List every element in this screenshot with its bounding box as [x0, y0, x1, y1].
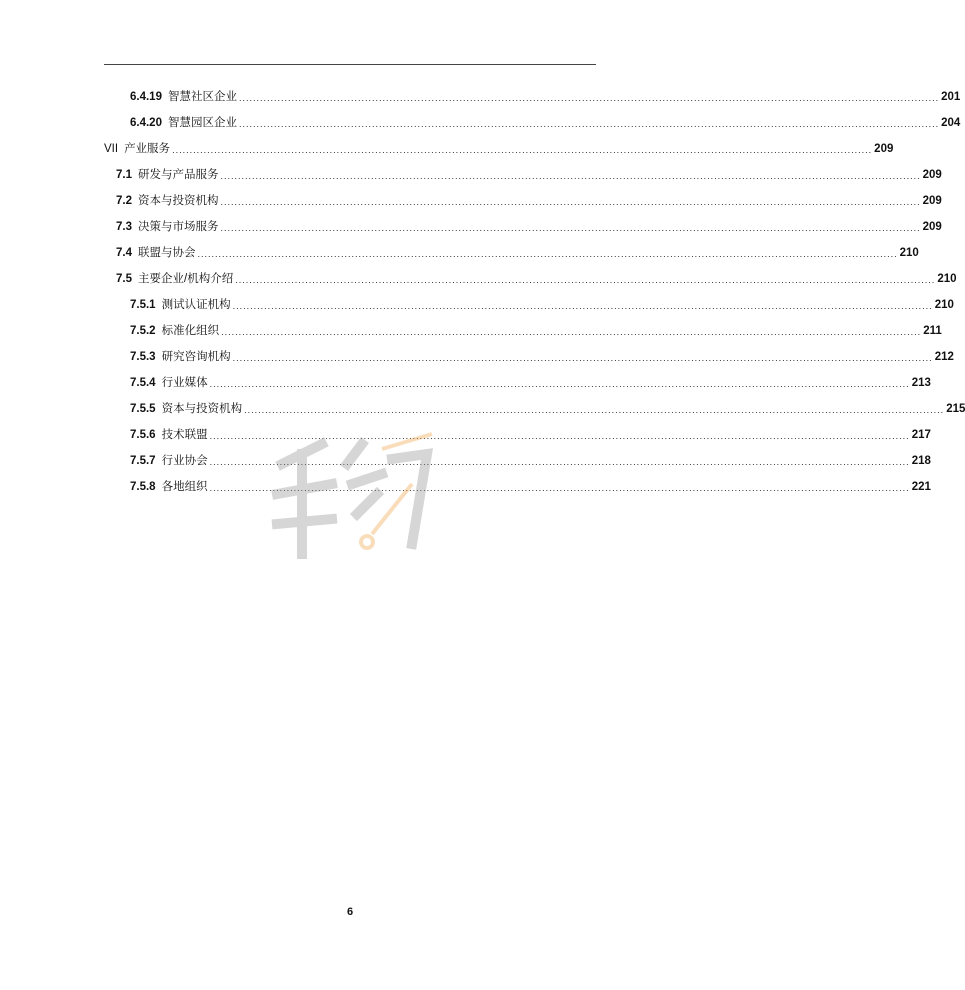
- toc-entry-page: 204: [941, 117, 961, 129]
- logo-watermark-icon: [262, 424, 442, 564]
- toc-entry-title: 行业协会: [161, 455, 208, 467]
- toc-entry[interactable]: [130, 320, 942, 338]
- toc-leader-dots: ........................................................................................................................................................................................................: [197, 249, 898, 259]
- toc-entry[interactable]: [104, 138, 894, 156]
- toc-entry-number: VII: [104, 143, 119, 155]
- toc-entry-number: 7.5.6: [130, 429, 156, 441]
- toc-entry-page: 221: [911, 481, 931, 493]
- toc-leader-dots: ........................................................................................................................................................................................................: [220, 197, 921, 207]
- toc-entry-title: 智慧社区企业: [167, 91, 237, 103]
- toc-entry-title: 决策与市场服务: [138, 221, 219, 233]
- toc-entry-title: 行业媒体: [161, 377, 208, 389]
- page-number: 6: [346, 906, 354, 918]
- toc-leader-dots: ........................................................................................................................................................................................................: [232, 301, 933, 311]
- toc-entry-title: 技术联盟: [161, 429, 208, 441]
- toc-entry-page: 210: [899, 247, 919, 259]
- toc-entry[interactable]: [130, 398, 965, 416]
- toc-entry[interactable]: [130, 346, 954, 364]
- toc-entry-title: 各地组织: [161, 481, 208, 493]
- toc-leader-dots: ........................................................................................................................................................................................................: [209, 457, 910, 467]
- toc-entry-number: 7.5.3: [130, 351, 156, 363]
- toc-entry-number: 7.5.7: [130, 455, 156, 467]
- toc-entry-page: 217: [911, 429, 931, 441]
- toc-entry[interactable]: [116, 242, 919, 260]
- toc-leader-dots: ........................................................................................................................................................................................................: [209, 431, 910, 441]
- toc-leader-dots: ........................................................................................................................................................................................................: [244, 405, 945, 415]
- toc-entry-title: 资本与投资机构: [161, 403, 243, 415]
- toc-leader-dots: ........................................................................................................................................................................................................: [232, 353, 933, 363]
- toc-entry-page: 209: [922, 169, 942, 181]
- toc-entry-page: 210: [937, 273, 957, 285]
- toc-entry-number: 7.5.8: [130, 481, 156, 493]
- toc-entry[interactable]: [130, 86, 961, 104]
- toc-entry-page: 209: [922, 195, 942, 207]
- toc-entry-title: 智慧园区企业: [167, 117, 237, 129]
- toc-leader-dots: ........................................................................................................................................................................................................: [172, 145, 873, 155]
- toc-entry-title: 资本与投资机构: [138, 195, 219, 207]
- toc-entry-title: 测试认证机构: [161, 299, 231, 311]
- toc-entry-number: 6.4.20: [130, 117, 162, 129]
- toc-entry[interactable]: [116, 268, 957, 286]
- toc-entry-number: 7.4: [116, 247, 132, 259]
- toc-entry-title: 研发与产品服务: [138, 169, 219, 181]
- toc-entry[interactable]: [116, 190, 942, 208]
- toc-entry-title: 产业服务: [124, 143, 171, 155]
- toc-entry-page: 213: [911, 377, 931, 389]
- toc-entry-number: 7.1: [116, 169, 132, 181]
- toc-leader-dots: ........................................................................................................................................................................................................: [220, 171, 921, 181]
- toc-entry[interactable]: [130, 294, 954, 312]
- toc-leader-dots: ........................................................................................................................................................................................................: [238, 93, 940, 103]
- toc-entry-page: 215: [946, 403, 965, 415]
- toc-entry[interactable]: [116, 164, 942, 182]
- toc-entry-page: 209: [874, 143, 894, 155]
- toc-entry-title: 标准化组织: [161, 325, 220, 337]
- toc-entry-title: 联盟与协会: [138, 247, 196, 259]
- toc-entry-page: 209: [922, 221, 942, 233]
- toc-entry-page: 211: [923, 325, 942, 337]
- toc-entry-number: 7.5.4: [130, 377, 156, 389]
- toc-entry[interactable]: [116, 216, 942, 234]
- toc-entry-page: 201: [941, 91, 961, 103]
- toc-entry-page: 210: [934, 299, 954, 311]
- toc-entry[interactable]: [130, 112, 961, 130]
- toc-entry-page: 218: [911, 455, 931, 467]
- toc-leader-dots: ........................................................................................................................................................................................................: [209, 379, 910, 389]
- toc-entry-number: 7.5.2: [130, 325, 156, 337]
- header-rule: [104, 64, 596, 65]
- toc-leader-dots: ........................................................................................................................................................................................................: [220, 223, 921, 233]
- toc-entry-title: 研究咨询机构: [161, 351, 231, 363]
- toc-leader-dots: ........................................................................................................................................................................................................: [235, 275, 936, 285]
- toc-entry[interactable]: [130, 372, 931, 390]
- toc-entry-number: 7.5: [116, 273, 132, 285]
- toc-entry-number: 7.3: [116, 221, 132, 233]
- toc-entry-page: 212: [934, 351, 954, 363]
- toc-entry-number: 6.4.19: [130, 91, 162, 103]
- toc-entry-number: 7.5.5: [130, 403, 156, 415]
- toc-leader-dots: ........................................................................................................................................................................................................: [238, 119, 940, 129]
- toc-entry-title: 主要企业/机构介绍: [138, 273, 234, 285]
- toc-entry-number: 7.2: [116, 195, 132, 207]
- toc-entry-number: 7.5.1: [130, 299, 156, 311]
- toc-leader-dots: ........................................................................................................................................................................................................: [221, 327, 922, 337]
- toc-leader-dots: ........................................................................................................................................................................................................: [209, 483, 910, 493]
